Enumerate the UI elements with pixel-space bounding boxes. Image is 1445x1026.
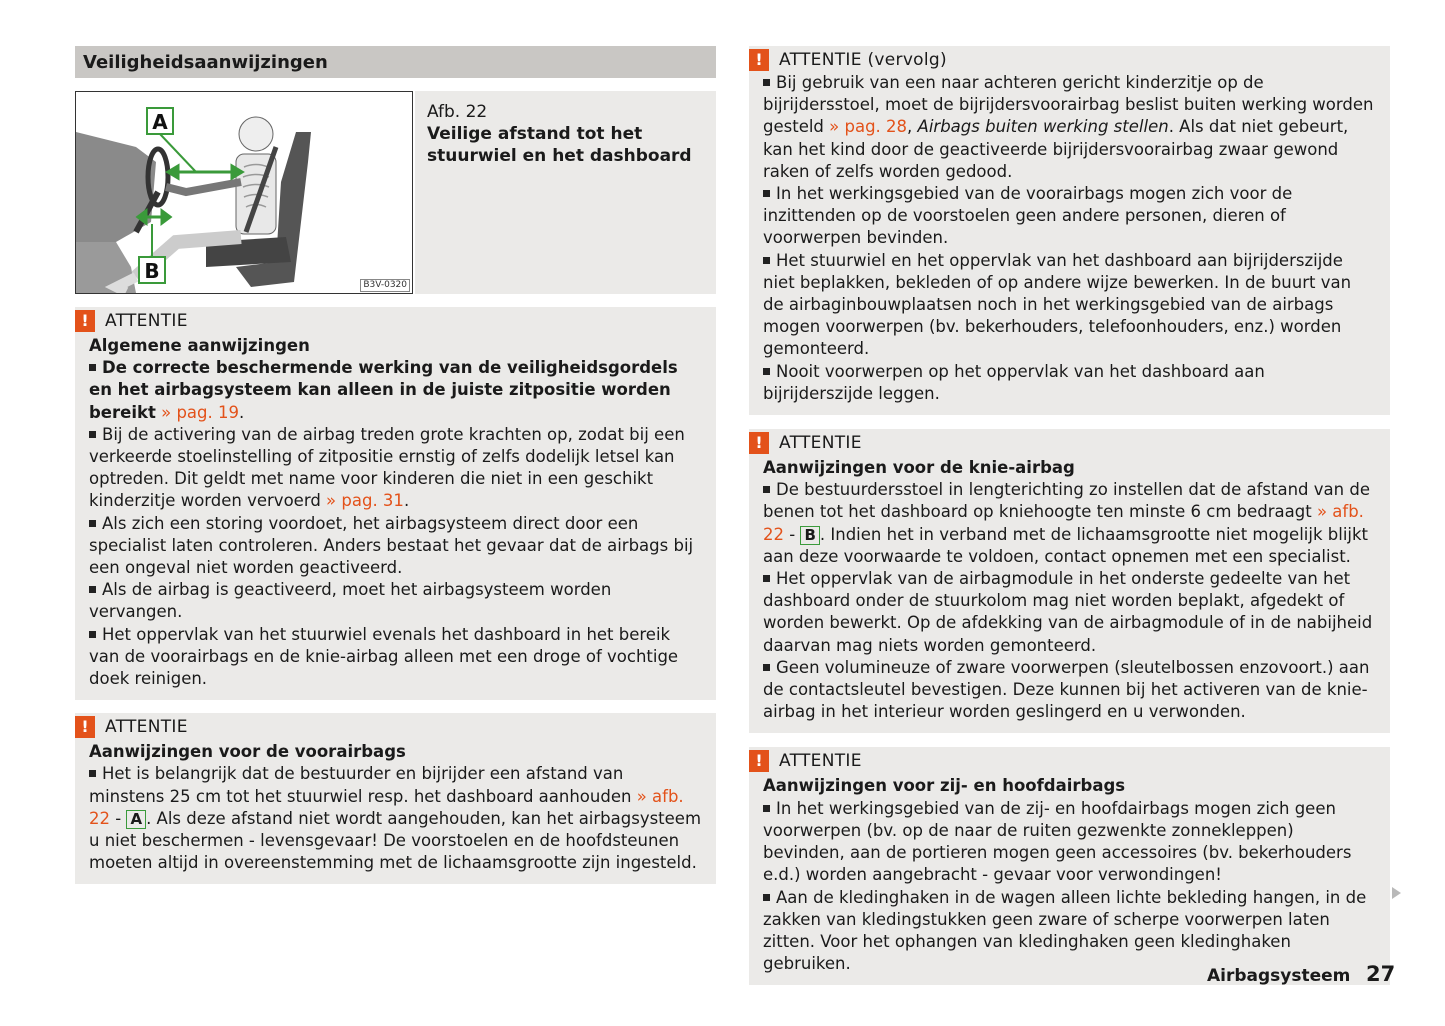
page-reference-link[interactable]: » pag. 31	[326, 491, 404, 511]
text: In het werkingsgebied van de zij- en hoofdairbags mogen zich geen voorwerpen (bv. op de naar de ruiten gezwenkte zonnekleppen) bevinden, aan de portieren mogen geen accessoires (bv. bekerhouders e.d.) worden aangebracht - gevaar voor verwondingen!	[763, 798, 1352, 885]
text: Geen volumineuze of zware voorwerpen (sleutelbossen enzovoort.) aan de contactsleutel bevestigen. Deze kunnen bij het activeren van de knie-airbag in het interieur worden geslingerd en u verwonden.	[763, 657, 1370, 722]
left-column	[75, 46, 716, 884]
text: Als de airbag is geactiveerd, moet het airbagsysteem worden vervangen.	[89, 580, 612, 622]
warning-paragraph	[89, 424, 702, 513]
text: Het is belangrijk dat de bestuurder en bijrijder een afstand van minstens 25 cm tot het stuurwiel resp. het dashboard aanhouden	[89, 764, 632, 806]
page-number: 27	[1366, 962, 1396, 986]
warning-header	[75, 307, 702, 333]
figure-code: B3V-0320	[360, 279, 410, 292]
warning-title: ATTENTIE	[105, 310, 188, 331]
warning-paragraph	[89, 763, 702, 874]
exclamation-icon: !	[75, 310, 95, 332]
bullet-icon	[763, 190, 770, 197]
figure-image	[75, 91, 413, 294]
marker-a-ref: A	[126, 810, 146, 829]
bullet-icon	[763, 894, 770, 901]
warning-subtitle: Aanwijzingen voor de knie-airbag	[763, 458, 1075, 478]
warning-header	[749, 46, 1376, 72]
warning-paragraph	[89, 513, 702, 580]
section-title: Veiligheidsaanwijzingen	[75, 46, 716, 78]
warning-title: ATTENTIE	[779, 751, 862, 772]
italic-text: Airbags buiten werking stellen	[917, 117, 1169, 137]
text: Bij de activering van de airbag treden grote krachten op, zodat bij een verkeerde stoelinstelling of zitpositie ernstig of zelfs dodelijk letsel kan optreden. Dit geldt met name voor kinderen die niet in een geschikt kinderzitje worden vervoerd	[89, 424, 685, 511]
text: Het oppervlak van de airbagmodule in het onderste gedeelte van het dashboard onder de stuurkolom mag niet worden beplakt, afgedekt of worden bewerkt. Op de afdekking van de airbagmodule of in de nabijheid daarvan mag niets worden gemonteerd.	[763, 569, 1373, 655]
text: . Als dat niet gebeurt, kan het kind door de geactiveerde bijrijdersvoorairbag zwaar gewond raken of zelfs worden gedood.	[763, 117, 1349, 181]
text: Nooit voorwerpen op het oppervlak van het dashboard aan bijrijderszijde leggen.	[763, 361, 1265, 403]
warning-header	[749, 429, 1376, 455]
footer-chapter: Airbagsysteem	[1207, 966, 1351, 986]
page-reference-link[interactable]: » pag. 28	[829, 117, 908, 137]
seat-illustration	[76, 92, 412, 293]
warning-paragraph	[89, 624, 702, 691]
warning-title: ATTENTIE	[105, 717, 188, 738]
bullet-icon	[763, 486, 770, 493]
bullet-icon	[763, 805, 770, 812]
warning-header	[75, 713, 702, 739]
bullet-icon	[89, 770, 96, 777]
bullet-icon	[89, 364, 96, 371]
warning-subtitle: Algemene aanwijzingen	[89, 336, 310, 355]
marker-b-ref: B	[800, 526, 819, 545]
marker-a: A	[152, 110, 168, 134]
warning-paragraph	[763, 361, 1376, 405]
text: -	[110, 808, 127, 828]
warning-paragraph	[763, 72, 1376, 183]
text: Als zich een storing voordoet, het airbagsysteem direct door een specialist laten controleren. Anders bestaat het gevaar dat de airbags bij een ongeval niet worden geactiveerd.	[89, 513, 694, 578]
bullet-icon	[89, 631, 96, 638]
warning-subtitle: Aanwijzingen voor zij- en hoofdairbags	[763, 776, 1126, 796]
warning-subtitle: Aanwijzingen voor de voorairbags	[89, 742, 406, 762]
warning-paragraph	[763, 657, 1376, 724]
bold-text: De correcte beschermende werking van de veiligheidsgordels en het airbagsysteem kan alleen in de juiste zitpositie worden bereikt	[89, 358, 678, 422]
bullet-icon	[89, 520, 96, 527]
warning-paragraph	[763, 183, 1376, 250]
continue-arrow-icon	[1392, 887, 1401, 899]
warning-knee-airbag	[749, 429, 1390, 733]
text: Aan de kledinghaken in de wagen alleen lichte bekleding hangen, in de zakken van kledingstukken geen zware of scherpe voorwerpen laten zitten. Voor het ophangen van kledinghaken geen kledinghaken gebruiken.	[763, 887, 1367, 974]
warning-side-head-airbags	[749, 747, 1390, 985]
text: Het oppervlak van het stuurwiel evenals het dashboard in het bereik van de voorairbags en de knie-airbag alleen met een droge of vochtige doek reinigen.	[89, 624, 679, 689]
figure-reference-link[interactable]: » afb. 22	[89, 786, 684, 828]
warning-paragraph	[763, 250, 1376, 361]
text: In het werkingsgebied van de voorairbags mogen zich voor de inzittenden op de voorstoelen geen andere personen, dieren of voorwerpen bevinden.	[763, 184, 1293, 248]
bullet-icon	[89, 586, 96, 593]
bullet-icon	[763, 664, 770, 671]
text: Het stuurwiel en het oppervlak van het dashboard aan bijrijderszijde niet beplakken, bekleden of op andere wijze bewerken. In de buurt van de airbaginbouwplaatsen noch in het werkingsgebied van de airbags mogen voorwerpen (bv. bekerhouders, telefoonhouders, enz.) worden gemonteerd.	[763, 250, 1352, 359]
warning-header	[749, 747, 1376, 773]
marker-b: B	[144, 259, 160, 283]
exclamation-icon: !	[749, 750, 769, 772]
warning-front-airbags	[75, 713, 716, 884]
figure-caption	[415, 91, 716, 294]
page-reference-link[interactable]: » pag. 19	[161, 402, 239, 422]
text: .	[403, 491, 410, 511]
warning-paragraph	[763, 887, 1376, 976]
right-column	[749, 46, 1390, 985]
figure-label: Afb. 22	[427, 102, 488, 122]
warning-title: ATTENTIE (vervolg)	[779, 49, 947, 70]
text: .	[239, 402, 245, 422]
bullet-icon	[763, 575, 770, 582]
bullet-icon	[763, 257, 770, 264]
text: -	[784, 524, 801, 544]
warning-title: ATTENTIE	[779, 432, 862, 453]
text: ,	[907, 117, 918, 137]
figure-reference-link[interactable]: » afb. 22	[763, 502, 1364, 544]
bullet-icon	[763, 368, 770, 375]
exclamation-icon: !	[749, 432, 769, 454]
bullet-icon	[89, 431, 96, 438]
bullet-icon	[763, 79, 770, 86]
warning-paragraph	[89, 579, 702, 623]
figure-row	[75, 91, 716, 294]
warning-general	[75, 307, 716, 700]
figure-title: Veilige afstand tot het stuurwiel en het dashboard	[427, 124, 692, 166]
warning-continued	[749, 46, 1390, 415]
exclamation-icon: !	[75, 716, 95, 738]
text: De bestuurdersstoel in lengterichting zo instellen dat de afstand van de benen tot het dashboard op kniehoogte ten minste 6 cm bedraagt	[763, 480, 1370, 522]
text: . Als deze afstand niet wordt aangehouden, kan het airbagsysteem u niet beschermen - levensgevaar! De voorstoelen en de hoofdsteunen moeten altijd in overeenstemming met de lichaamsgrootte zijn ingesteld.	[89, 808, 702, 873]
warning-paragraph	[763, 479, 1376, 568]
warning-paragraph	[763, 568, 1376, 657]
text: . Indien het in verband met de lichaamsgrootte niet mogelijk blijkt aan deze voorwaarde te voldoen, contact opnemen met een specialist.	[763, 524, 1369, 566]
exclamation-icon: !	[749, 49, 769, 71]
text: Bij gebruik van een naar achteren gericht kinderzitje op de bijrijdersstoel, moet de bijrijdersvoorairbag beslist buiten werking worden gesteld	[763, 73, 1374, 137]
warning-paragraph	[89, 357, 702, 424]
warning-paragraph	[763, 798, 1376, 887]
